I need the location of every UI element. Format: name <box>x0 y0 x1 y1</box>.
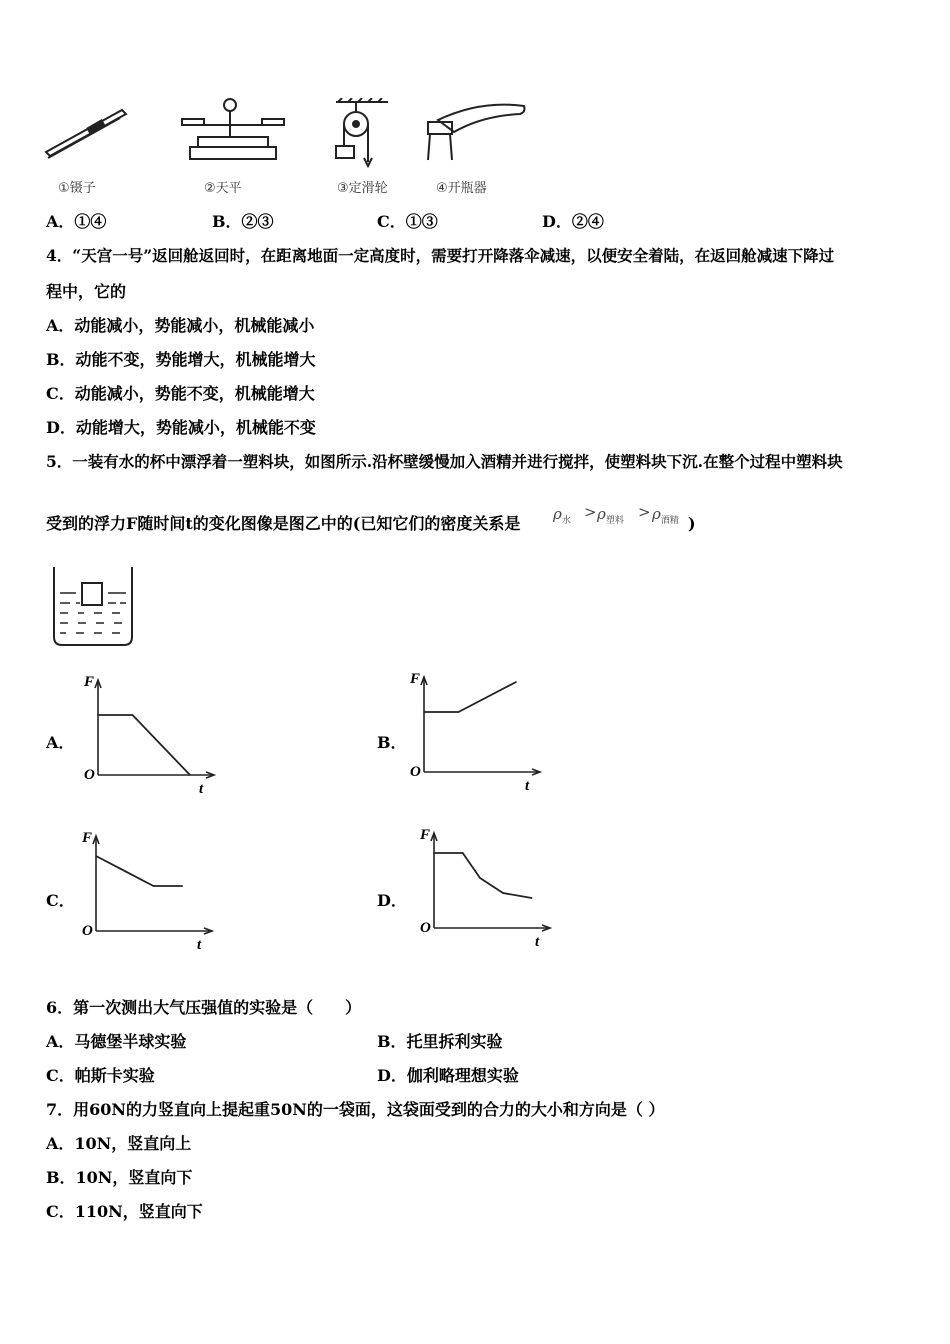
q3-option-c[interactable]: C．①③ <box>377 212 438 231</box>
tweezers-icon <box>46 110 126 158</box>
gt-sign-1: > <box>584 503 597 521</box>
plastic-block <box>82 583 102 605</box>
y-axis-label: F <box>420 827 431 843</box>
gt-sign-2: > <box>638 503 651 521</box>
fixed-pulley-icon <box>336 98 388 166</box>
data-point-0 <box>95 855 97 857</box>
tweezers-figure <box>42 100 132 170</box>
bottle-opener-icon <box>428 105 525 160</box>
q5-option-d-label[interactable]: D． <box>377 891 407 910</box>
balance-figure <box>178 97 288 165</box>
caption-balance: ②天平 <box>204 181 242 196</box>
graph-a <box>78 670 228 800</box>
rho-water-label: 水 <box>561 516 571 526</box>
q4-option-d[interactable]: D．动能增大，势能减小，机械能不变 <box>46 418 316 437</box>
data-point-1 <box>132 714 134 716</box>
data-point-1 <box>458 711 460 713</box>
series-line <box>424 682 516 712</box>
rho-symbol: ρ <box>553 505 562 523</box>
pulley-figure <box>332 98 392 170</box>
q5-stem-line1: 5．一装有水的杯中漂浮着一塑料块，如图所示.沿杯壁缓慢加入酒精并进行搅拌，使塑料块下沉.在整个过程中塑料块 <box>46 452 843 471</box>
q3-option-a[interactable]: A．①④ <box>46 212 107 231</box>
caption-pulley: ③定滑轮 <box>337 181 388 196</box>
graph-b <box>404 667 554 797</box>
x-axis-label: t <box>535 934 540 950</box>
caption-bottle-opener: ④开瓶器 <box>436 181 487 196</box>
series-line <box>98 715 190 775</box>
data-point-0 <box>423 711 425 713</box>
caption-tweezers: ①镊子 <box>58 181 96 196</box>
y-axis-label: F <box>410 671 421 687</box>
rho-alcohol-label: 酒精 <box>660 516 679 526</box>
balance-icon <box>182 99 284 159</box>
q5-stem-close-paren: ) <box>688 514 696 533</box>
q7-option-a[interactable]: A．10N，竖直向上 <box>46 1134 192 1153</box>
q3-option-d[interactable]: D．②④ <box>542 212 604 231</box>
x-axis-label: t <box>197 937 202 953</box>
q4-stem-line1: 4．“天宫一号”返回舱返回时，在距离地面一定高度时，需要打开降落伞减速，以便安全着陆，在返回舱减速下降过 <box>46 246 835 265</box>
q3-option-b[interactable]: B．②③ <box>212 212 274 231</box>
q7-option-c[interactable]: C．110N，竖直向下 <box>46 1202 203 1221</box>
data-point-2 <box>479 877 481 879</box>
data-point-0 <box>433 852 435 854</box>
q6-option-b[interactable]: B．托里拆利实验 <box>377 1032 503 1051</box>
y-axis-label: F <box>82 830 93 846</box>
q7-stem: 7．用60N的力竖直向上提起重50N的一袋面，这袋面受到的合力的大小和方向是（ ） <box>46 1100 665 1119</box>
data-point-1 <box>153 885 155 887</box>
graph-c <box>76 826 226 956</box>
q5-option-c-label[interactable]: C． <box>46 891 75 910</box>
q5-option-b-label[interactable]: B． <box>377 733 407 752</box>
data-point-2 <box>181 885 183 887</box>
q6-option-a[interactable]: A．马德堡半球实验 <box>46 1032 187 1051</box>
origin-label: O <box>84 767 95 783</box>
series-line <box>96 856 182 886</box>
q4-option-b[interactable]: B．动能不变，势能增大，机械能增大 <box>46 350 316 369</box>
q5-stem-line2: 受到的浮力F随时间t的变化图像是图乙中的(已知它们的密度关系是 <box>46 514 521 533</box>
q4-stem-line2: 程中，它的 <box>46 282 127 301</box>
q6-stem: 6．第一次测出大气压强值的实验是（ ） <box>46 998 362 1017</box>
graph-d <box>414 823 564 953</box>
origin-label: O <box>420 920 431 936</box>
data-point-4 <box>531 897 533 899</box>
y-axis-label: F <box>84 674 95 690</box>
q6-option-d[interactable]: D．伽利略理想实验 <box>377 1066 519 1085</box>
beaker-diagram <box>50 565 136 651</box>
data-point-2 <box>189 774 191 776</box>
q4-option-c[interactable]: C．动能减小，势能不变，机械能增大 <box>46 384 315 403</box>
q5-option-a-label[interactable]: A． <box>46 733 75 752</box>
data-point-1 <box>462 852 464 854</box>
q6-option-c[interactable]: C．帕斯卡实验 <box>46 1066 155 1085</box>
x-axis-label: t <box>199 781 204 797</box>
origin-label: O <box>410 764 421 780</box>
x-axis-label: t <box>525 778 530 794</box>
rho-symbol: ρ <box>652 505 661 523</box>
data-point-0 <box>97 714 99 716</box>
q4-option-a[interactable]: A．动能减小，势能减小，机械能减小 <box>46 316 315 335</box>
origin-label: O <box>82 923 93 939</box>
q7-option-b[interactable]: B．10N，竖直向下 <box>46 1168 193 1187</box>
series-line <box>434 853 532 898</box>
bottle-opener-figure <box>420 98 530 164</box>
rho-symbol: ρ <box>597 505 606 523</box>
data-point-2 <box>515 681 517 683</box>
rho-plastic-label: 塑料 <box>605 516 624 526</box>
data-point-3 <box>502 892 504 894</box>
